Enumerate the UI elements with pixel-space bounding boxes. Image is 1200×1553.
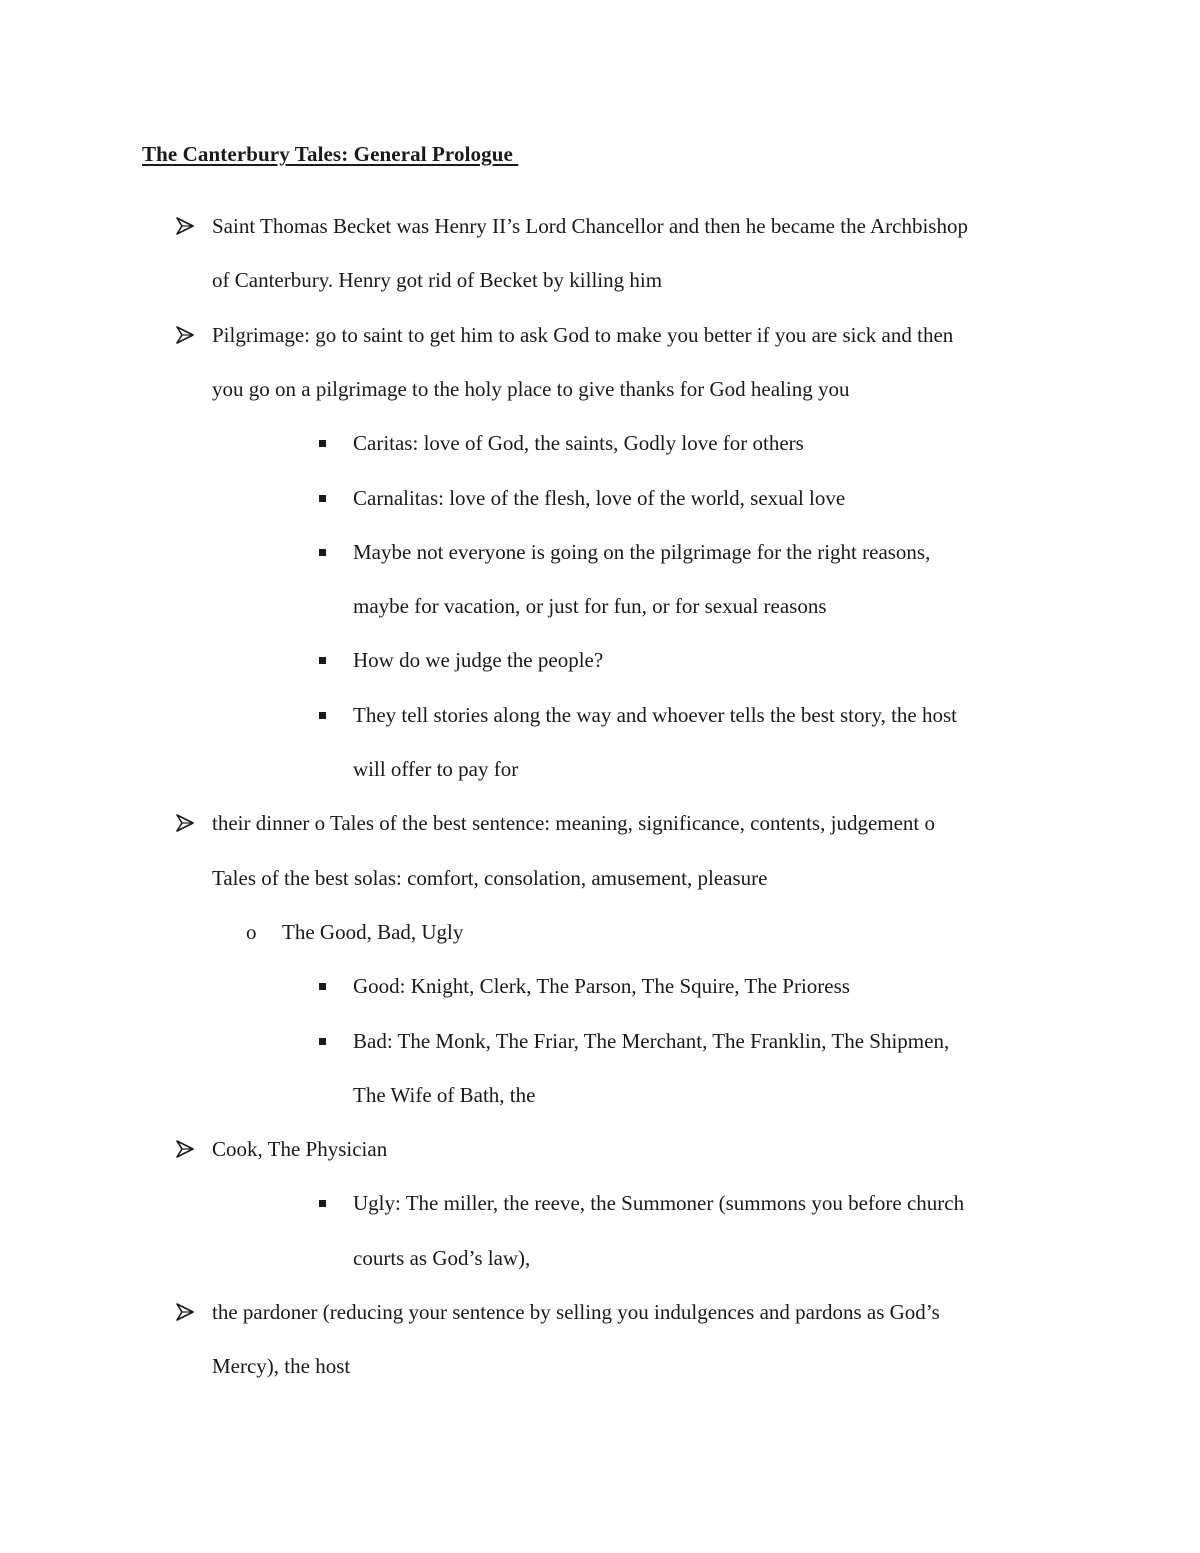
list-item-text: of Canterbury. Henry got rid of Becket by killing him xyxy=(212,268,663,293)
square-bullet-icon xyxy=(319,1200,326,1207)
list-item-text: will offer to pay for xyxy=(353,757,519,781)
list-item-text: the pardoner (reducing your sentence by selling you indulgences and pardons as God’s xyxy=(212,1300,940,1324)
list-item-text: Good: Knight, Clerk, The Parson, The Squire, The Prioress xyxy=(353,974,850,999)
list-item-text: their dinner o Tales of the best sentence: meaning, significance, contents, judgement o xyxy=(212,811,936,836)
circle-bullet-icon: o xyxy=(246,919,257,944)
list-item-text: Carnalitas: love of the flesh, love of the world, sexual love xyxy=(353,485,846,510)
list-item-text: Bad: The Monk, The Friar, The Merchant, The Franklin, The Shipmen, xyxy=(353,1028,950,1053)
list-item-text: Tales of the best solas: comfort, consolation, amusement, pleasure xyxy=(212,865,768,890)
list-item-text: Ugly: The miller, the reeve, the Summoner (summons you before church xyxy=(353,1191,965,1216)
arrow-bullet-icon xyxy=(176,217,194,235)
list-item-text: Pilgrimage: go to saint to get him to ask God to make you better if you are sick and then xyxy=(212,322,954,347)
square-bullet-icon xyxy=(319,712,326,719)
list-item-text: Caritas: love of God, the saints, Godly love for others xyxy=(353,431,804,456)
square-bullet-icon xyxy=(319,983,326,990)
square-bullet-icon xyxy=(319,440,326,447)
list-item-text: The Wife of Bath, the xyxy=(353,1082,536,1107)
square-bullet-icon xyxy=(319,657,326,664)
square-bullet-icon xyxy=(319,549,326,556)
list-item-text: maybe for vacation, or just for fun, or for sexual reasons xyxy=(353,594,827,619)
list-item-text: Cook, The Physician xyxy=(212,1137,388,1162)
list-item-text: Mercy), the host xyxy=(212,1354,351,1379)
arrow-bullet-icon xyxy=(176,814,194,832)
page-title: The Canterbury Tales: General Prologue xyxy=(142,142,519,166)
square-bullet-icon xyxy=(319,1038,326,1045)
square-bullet-icon xyxy=(319,495,326,502)
list-item-text: courts as God’s law), xyxy=(353,1245,531,1270)
list-item-text: Maybe not everyone is going on the pilgrimage for the right reasons, xyxy=(353,539,931,564)
arrow-bullet-icon xyxy=(176,1140,194,1158)
list-item-text: How do we judge the people? xyxy=(353,648,604,673)
list-item-text: They tell stories along the way and whoever tells the best story, the host xyxy=(353,702,957,727)
list-item-text: Saint Thomas Becket was Henry II’s Lord Chancellor and then he became the Archbishop xyxy=(212,214,968,238)
arrow-bullet-icon xyxy=(176,326,194,344)
list-item-text: you go on a pilgrimage to the holy place to give thanks for God healing you xyxy=(212,376,850,401)
list-item-text: The Good, Bad, Ugly xyxy=(282,919,464,944)
arrow-bullet-icon xyxy=(176,1303,194,1321)
